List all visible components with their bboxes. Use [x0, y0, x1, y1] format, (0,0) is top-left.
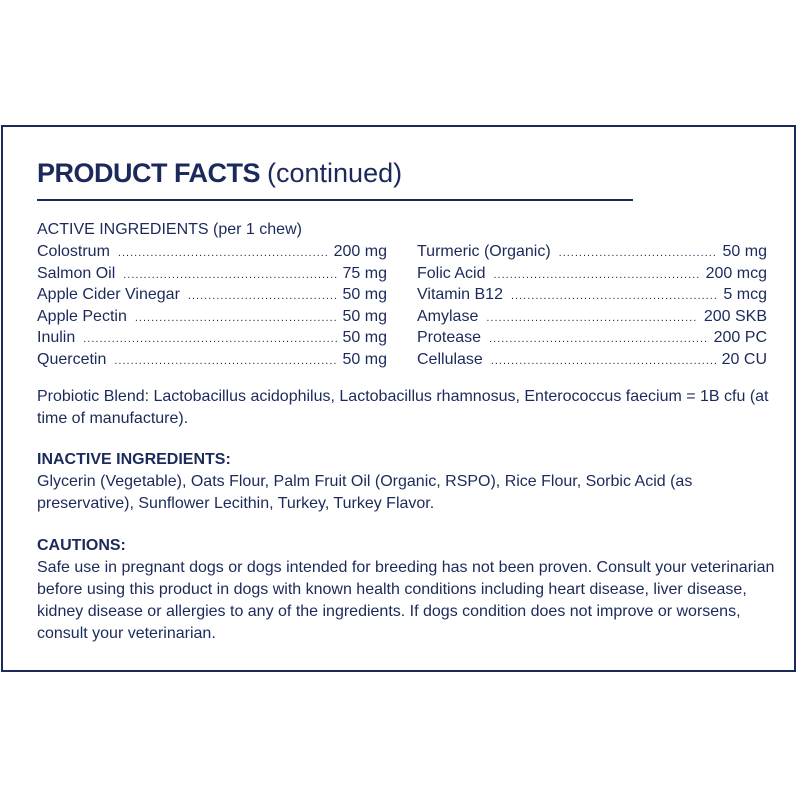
ingredient-amount: 200 SKB — [703, 307, 767, 325]
dot-leader — [188, 286, 337, 308]
ingredient-row — [37, 263, 387, 285]
ingredient-name: Salmon Oil — [37, 264, 116, 282]
ingredient-amount: 50 mg — [342, 307, 387, 325]
dot-leader — [135, 308, 337, 330]
ingredient-amount: 75 mg — [342, 264, 387, 282]
title-divider — [37, 199, 633, 201]
ingredient-name: Folic Acid — [417, 264, 486, 282]
ingredient-name: Vitamin B12 — [417, 286, 503, 303]
dot-leader — [114, 351, 336, 373]
ingredient-row — [37, 349, 387, 371]
ingredient-row — [37, 306, 387, 328]
ingredient-row — [417, 284, 767, 306]
ingredient-name: Inulin — [37, 329, 76, 346]
title-subtitle: (continued) — [267, 158, 403, 188]
ingredient-row — [417, 349, 767, 371]
ingredient-amount: 50 mg — [342, 329, 387, 346]
ingredient-row — [417, 306, 767, 328]
page-title — [37, 156, 402, 190]
dot-leader — [123, 265, 336, 287]
dot-leader — [559, 243, 717, 265]
product-facts-panel — [1, 125, 796, 672]
dot-leader — [511, 286, 717, 308]
ingredient-name: Turmeric (Organic) — [417, 243, 551, 260]
ingredient-name: Quercetin — [37, 350, 107, 368]
ingredient-amount: 200 mg — [333, 243, 387, 260]
ingredient-amount: 50 mg — [342, 350, 387, 368]
dot-leader — [491, 351, 716, 373]
inactive-ingredients-text: Glycerin (Vegetable), Oats Flour, Palm Fruit Oil (Organic, RSPO), Rice Flour, Sorbic Acid (as preservative), Sunflower Lecithin, Turkey, Turkey Flavor. — [37, 473, 693, 512]
ingredient-row — [37, 241, 387, 263]
ingredient-name: Amylase — [417, 307, 479, 325]
dot-leader — [489, 329, 708, 351]
active-ingredients-heading: ACTIVE INGREDIENTS (per 1 chew) — [37, 221, 302, 238]
cautions-text: Safe use in pregnant dogs or dogs intended for breeding has not been proven. Consult your veterinarian before using this product in dogs with known health conditions including heart disease, liver disease, kidney disease or allergies to any of the ingredients. If dogs condition does not improve or worsens, consult your veterinarian. — [37, 559, 775, 642]
ingredient-row — [37, 327, 387, 349]
ingredient-name: Cellulase — [417, 350, 483, 368]
ingredient-name: Colostrum — [37, 243, 110, 260]
ingredient-row — [417, 263, 767, 285]
ingredient-row — [37, 284, 387, 306]
active-ingredients-left-column — [37, 241, 387, 370]
ingredient-amount: 20 CU — [721, 350, 767, 368]
probiotic-blend-text: Probiotic Blend: Lactobacillus acidophilus, Lactobacillus rhamnosus, Enterococcus faecium = 1B cfu (at time of manufacture). — [37, 388, 769, 427]
dot-leader — [493, 265, 699, 287]
ingredient-name: Protease — [417, 329, 482, 346]
inactive-ingredients-heading: INACTIVE INGREDIENTS: — [37, 451, 231, 468]
ingredient-amount: 200 mcg — [705, 264, 767, 282]
ingredient-amount: 50 mg — [722, 243, 767, 260]
dot-leader — [486, 308, 697, 330]
ingredient-amount: 200 PC — [713, 329, 767, 346]
ingredient-row — [417, 327, 767, 349]
ingredient-name: Apple Cider Vinegar — [37, 286, 180, 303]
cautions-heading: CAUTIONS: — [37, 537, 126, 554]
ingredient-name: Apple Pectin — [37, 307, 127, 325]
ingredient-row — [417, 241, 767, 263]
active-ingredients-right-column — [417, 241, 767, 370]
ingredient-amount: 50 mg — [342, 286, 387, 303]
title-main: PRODUCT FACTS — [37, 158, 260, 188]
dot-leader — [118, 243, 328, 265]
ingredient-amount: 5 mcg — [723, 286, 767, 303]
dot-leader — [83, 329, 336, 351]
